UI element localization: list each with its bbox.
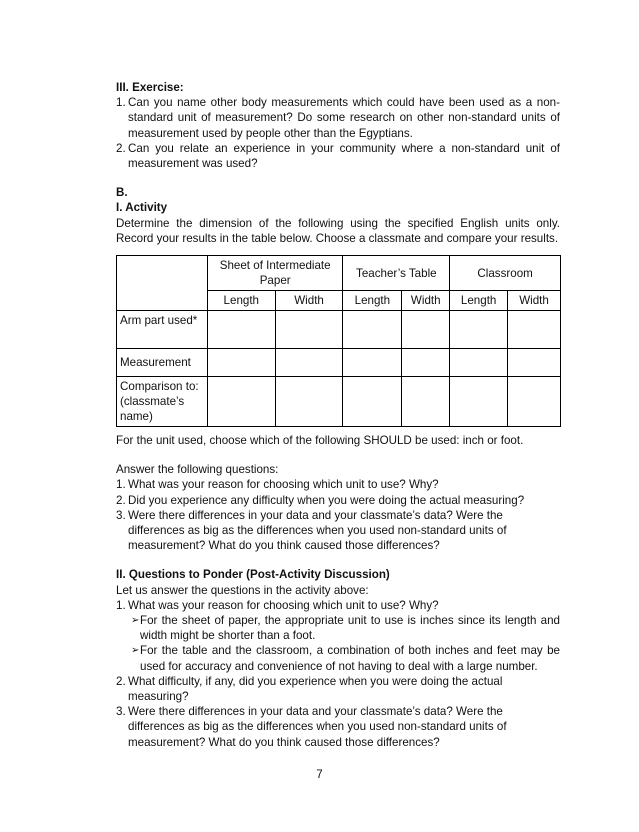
item-number: 1. xyxy=(116,598,126,612)
ponder-item xyxy=(116,598,560,674)
arrow-bullet-icon: ➢ xyxy=(131,645,140,657)
table-cell[interactable] xyxy=(207,349,275,377)
answer-list xyxy=(116,477,560,553)
item-text: Were there differences in your data and your classmate’s data? Were the differences as big as the differences when you used non-standard units of measurement? What do you think caused those differences? xyxy=(128,508,507,553)
exercise-item xyxy=(116,141,560,171)
item-text: What was your reason for choosing which unit to use? Why? xyxy=(128,598,439,612)
item-number: 2. xyxy=(116,674,126,688)
table-cell[interactable] xyxy=(402,377,450,427)
exercise-heading: III. Exercise: xyxy=(116,81,184,94)
ponder-item xyxy=(116,704,560,750)
item-text: Did you experience any difficulty when you were doing the actual measuring? xyxy=(128,493,525,507)
row-label-arm-part: Arm part used* xyxy=(117,311,208,349)
item-number: 3. xyxy=(116,508,126,522)
item-text: What was your reason for choosing which unit to use? Why? xyxy=(128,478,439,492)
header-paper: Sheet of Intermediate Paper xyxy=(207,256,343,291)
subheader-width: Width xyxy=(275,291,343,311)
ponder-bullet xyxy=(128,643,560,673)
table-cell[interactable] xyxy=(275,377,343,427)
ponder-item xyxy=(116,674,560,704)
header-table: Teacher’s Table xyxy=(343,256,450,291)
subheader-length: Length xyxy=(450,291,508,311)
header-classroom: Classroom xyxy=(450,256,561,291)
ponder-bullets xyxy=(128,613,560,674)
measurement-table xyxy=(116,255,561,427)
table-cell[interactable] xyxy=(343,311,402,349)
ponder-list xyxy=(116,598,560,750)
table-cell[interactable] xyxy=(508,311,561,349)
table-cell[interactable] xyxy=(450,349,508,377)
item-text: Were there differences in your data and your classmate’s data? Were the differences as big as the differences when you used non-standard units of measurement? What do you think caused those differences? xyxy=(128,705,507,749)
exercise-list xyxy=(116,95,560,171)
answer-item xyxy=(116,493,560,508)
item-number: 3. xyxy=(116,705,126,719)
item-text: Can you relate an experience in your community where a non-standard unit of measurement was used? xyxy=(128,141,560,171)
activity-instructions: Determine the dimension of the following using the specified English units only. Record your results in the table below. Choose a classmate and compare your results. xyxy=(116,216,560,245)
unit-note: For the unit used, choose which of the following SHOULD be used: inch or foot. xyxy=(116,434,524,448)
section-b-heading: B. xyxy=(116,186,128,200)
table-cell[interactable] xyxy=(207,311,275,349)
table-cell[interactable] xyxy=(450,311,508,349)
bullet-text: For the sheet of paper, the appropriate unit to use is inches since its length and width might be shorter than a foot. xyxy=(140,614,560,643)
bullet-text: For the table and the classroom, a combination of both inches and feet may be used for accuracy and convenience of not having to deal with a large number. xyxy=(140,644,560,673)
table-corner xyxy=(117,256,208,311)
answer-item xyxy=(116,477,560,492)
table-cell[interactable] xyxy=(508,377,561,427)
page-number: 7 xyxy=(316,768,323,781)
exercise-item xyxy=(116,95,560,141)
table-cell[interactable] xyxy=(275,311,343,349)
table-cell[interactable] xyxy=(275,349,343,377)
answer-item xyxy=(116,508,560,554)
row-label-measurement: Measurement xyxy=(117,349,208,377)
ponder-heading: II. Questions to Ponder (Post-Activity Discussion) xyxy=(116,568,390,582)
row-label-comparison: Comparison to: (classmate’s name) xyxy=(117,377,208,427)
table-cell[interactable] xyxy=(450,377,508,427)
arrow-bullet-icon: ➢ xyxy=(131,615,140,627)
answer-intro: Answer the following questions: xyxy=(116,463,279,477)
subheader-length: Length xyxy=(207,291,275,311)
table-cell[interactable] xyxy=(508,349,561,377)
item-number: 2. xyxy=(116,141,126,155)
subheader-length: Length xyxy=(343,291,402,311)
subheader-width: Width xyxy=(402,291,450,311)
table-cell[interactable] xyxy=(343,377,402,427)
ponder-intro: Let us answer the questions in the activity above: xyxy=(116,583,369,597)
activity-heading: I. Activity xyxy=(116,201,168,215)
subheader-width: Width xyxy=(508,291,561,311)
ponder-bullet xyxy=(128,613,560,643)
item-number: 1. xyxy=(116,96,126,110)
table-cell[interactable] xyxy=(343,349,402,377)
page-content xyxy=(116,80,560,750)
table-cell[interactable] xyxy=(402,349,450,377)
table-cell[interactable] xyxy=(207,377,275,427)
item-number: 1. xyxy=(116,478,126,492)
table-cell[interactable] xyxy=(402,311,450,349)
item-text: What difficulty, if any, did you experience when you were doing the actual measuring? xyxy=(128,674,503,704)
item-number: 2. xyxy=(116,493,126,507)
item-text: Can you name other body measurements which could have been used as a non-standard unit of measurement? Do some research on other non-standard units of measurement used by people other than the Egyptians. xyxy=(128,96,560,140)
